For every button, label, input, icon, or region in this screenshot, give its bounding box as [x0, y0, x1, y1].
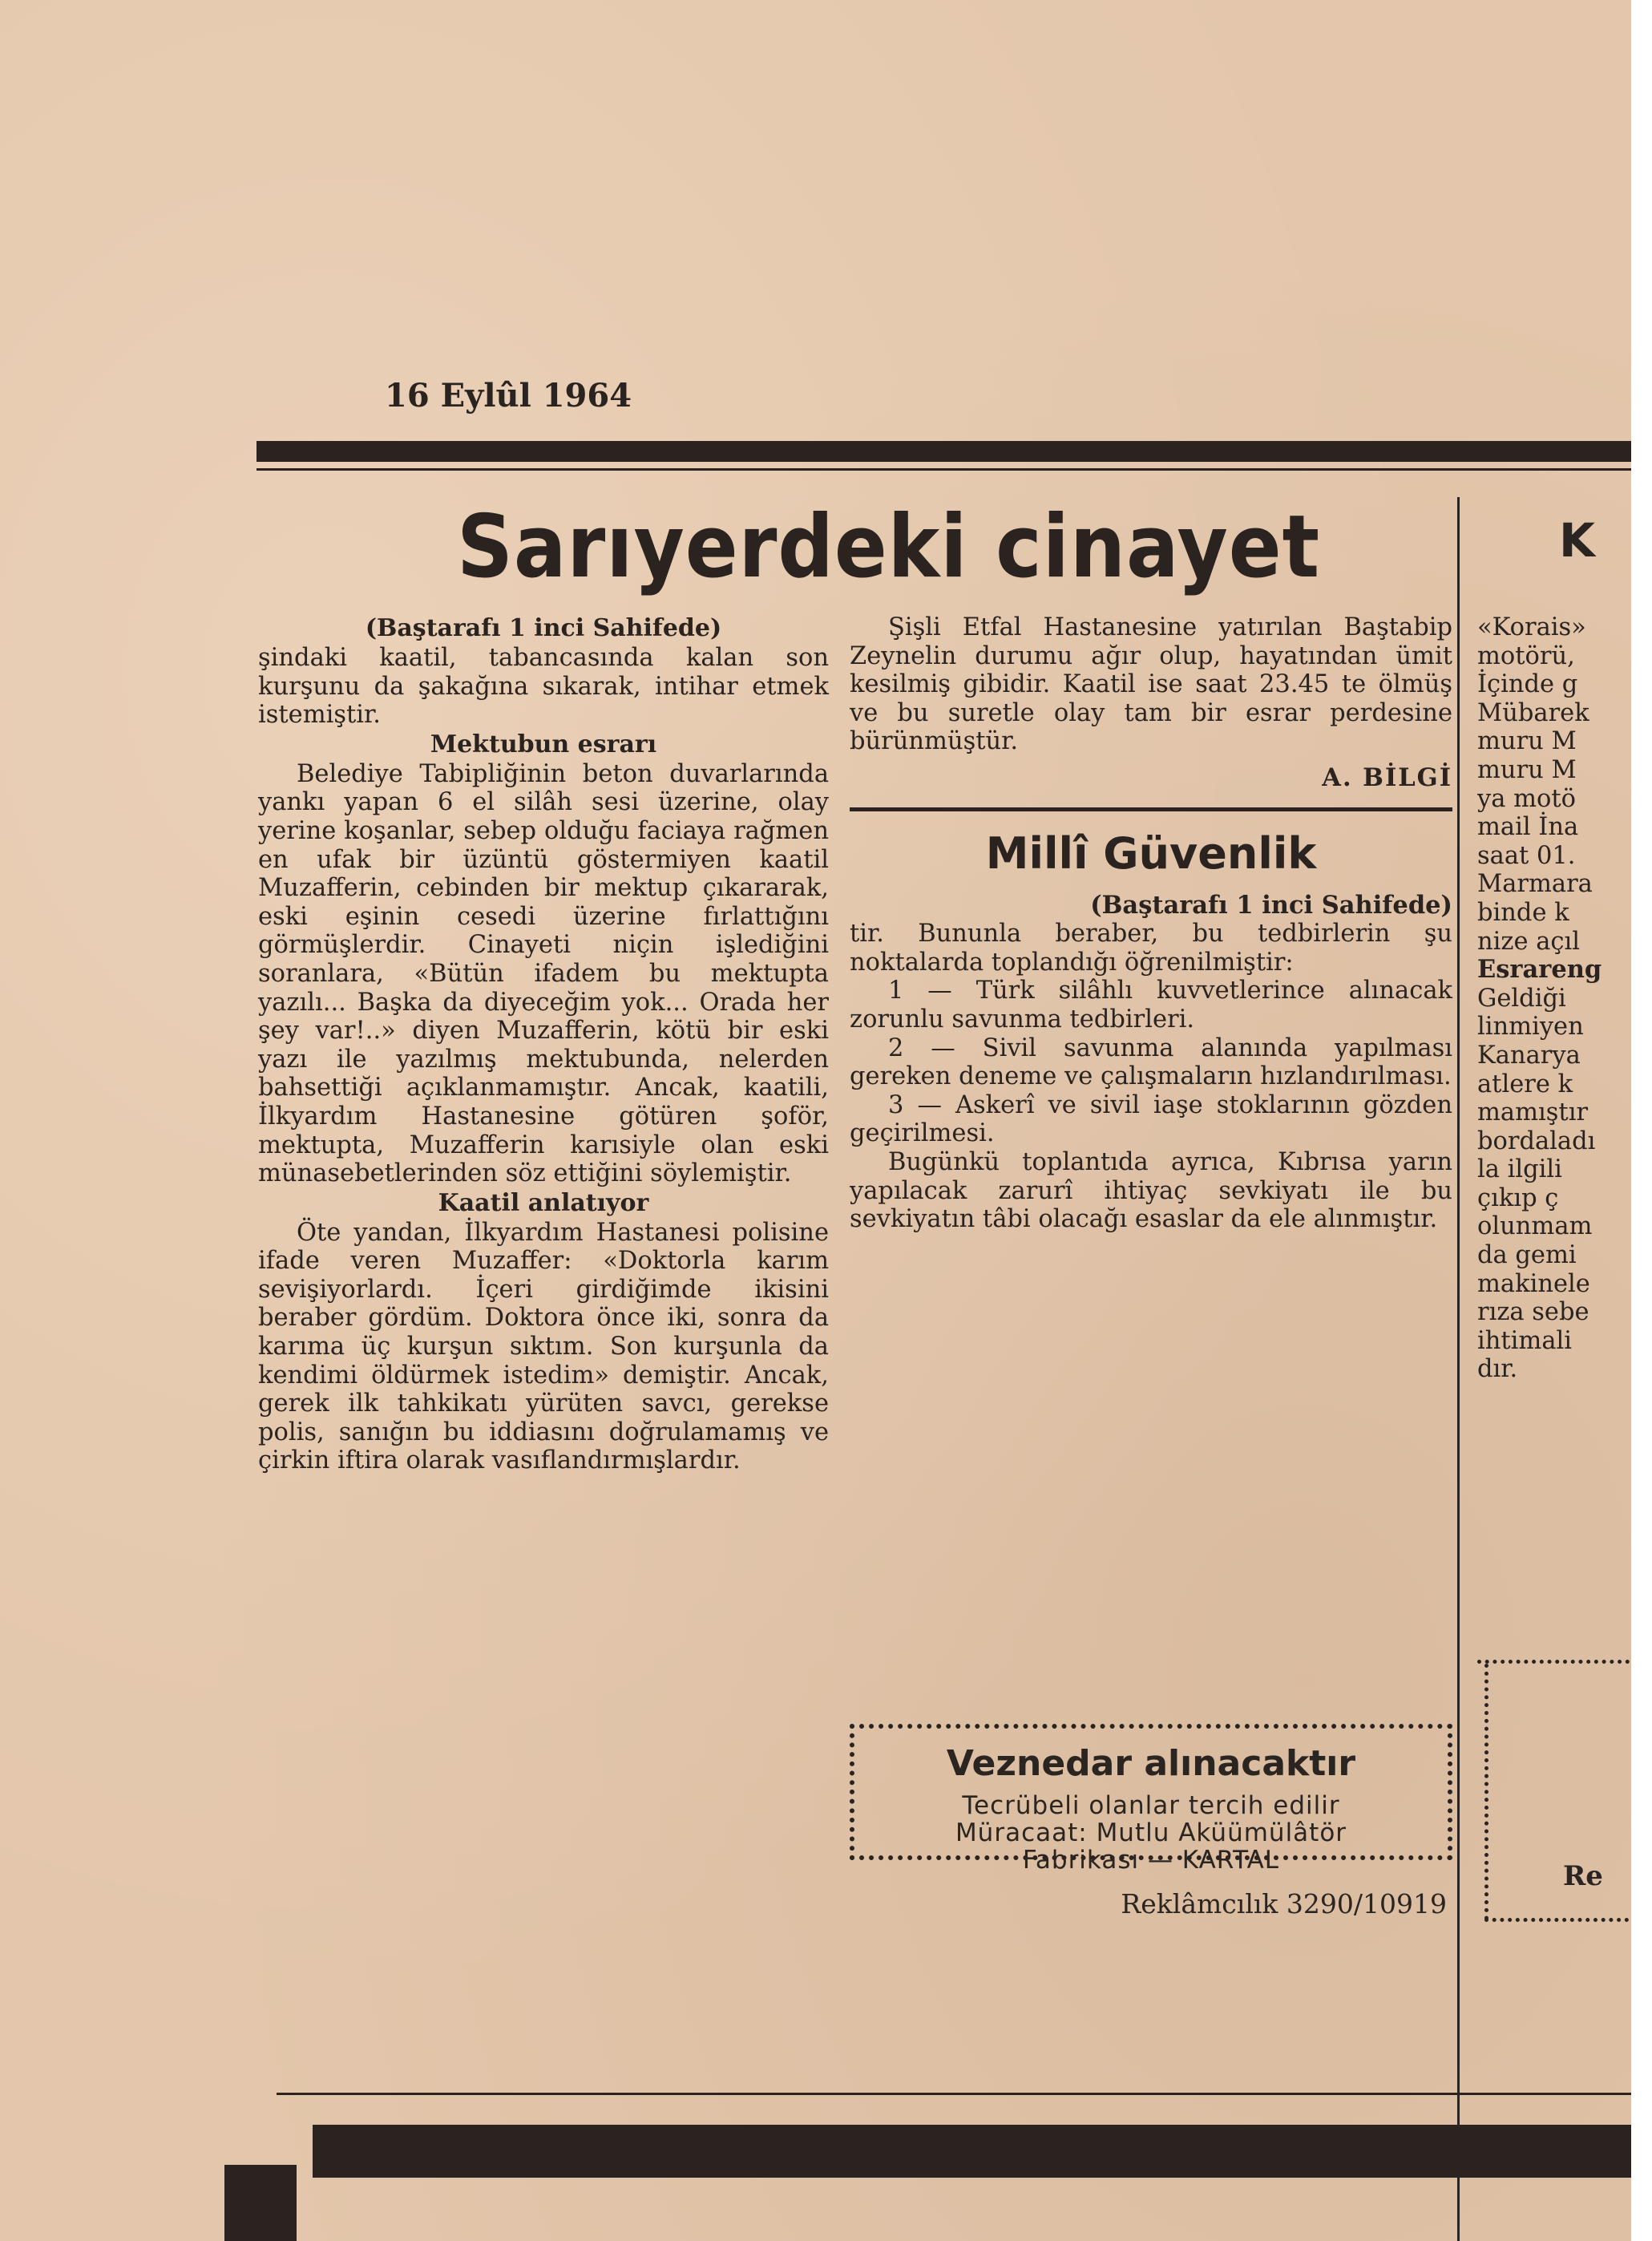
author-signature: A. BİLGİ	[1322, 763, 1452, 792]
text-line: atlere k	[1477, 1070, 1573, 1098]
column-3-title: K	[1559, 513, 1595, 568]
ad-border	[1484, 1664, 1491, 1920]
text-line: «Korais»	[1477, 613, 1586, 641]
bottom-thick-rule	[313, 2125, 1631, 2178]
cut-off-text: Re	[1563, 1860, 1603, 1892]
text-line: motörü,	[1477, 641, 1575, 670]
paragraph: şindaki kaatil, tabancasında kalan son kurşunu da şakağına sıkarak, intihar etmek istemiştir.	[258, 644, 829, 730]
text-line: muru M	[1477, 755, 1577, 784]
bottom-thin-rule	[277, 2093, 1631, 2095]
text-line: dır.	[1477, 1355, 1518, 1384]
list-item: 2 — Sivil savunma alanında yapılması gereken deneme ve çalışmaların hızlandırılması.	[850, 1034, 1452, 1091]
paragraph: tir. Bununla beraber, bu tedbirlerin şu noktalarda toplandığı öğrenilmiştir:	[850, 920, 1452, 977]
list-item: 3 — Askerî ve sivil iaşe stoklarının gözden geçirilmesi.	[850, 1090, 1452, 1148]
column-3	[1477, 613, 1630, 1384]
text-line: makinele	[1477, 1269, 1590, 1298]
text-line: Geldiği	[1477, 984, 1566, 1013]
issue-date: 16 Eylûl 1964	[385, 377, 632, 415]
text-line: Esrareng	[1477, 955, 1602, 985]
top-thin-rule	[256, 468, 1631, 471]
subheading: Kaatil anlatıyor	[438, 1188, 649, 1217]
ad-title: Veznedar alınacaktır	[946, 1743, 1356, 1784]
text-line: la ilgili	[1477, 1155, 1562, 1184]
column-divider	[1457, 497, 1460, 2241]
headline: Sarıyerdeki cinayet	[457, 497, 1320, 597]
column-2	[850, 613, 1452, 1234]
text-line: binde k	[1477, 898, 1569, 927]
paragraph: Öte yandan, İlkyardım Hastanesi polisine ifade veren Muzaffer: «Doktorla karım sevişiyorlardı. İçeri girdiğimde ikisini beraber gördüm. Doktora önce iki, sonra da karıma üç kurşun sıktım. Son kurşunla da kendimi öldürmek istedim» demiştir. Ancak, gerek ilk tahkikatı yürüten savcı, gerekse polis, sanığın bu iddiasını doğrulamamış ve çirkin iftira olarak vasıflandırmışlardır.	[258, 1218, 829, 1475]
text-line: Mübarek	[1477, 698, 1589, 727]
classified-ad	[850, 1724, 1452, 1875]
paragraph: Şişli Etfal Hastanesine yatırılan Baştabip Zeynelin durumu ağır olup, hayatından ümit kesilmiş gibidir. Kaatil ise saat 23.45 te ölmüş ve bu suretle olay tam bir esrar perdesine bürünmüştür.	[850, 613, 1452, 756]
paragraph: Belediye Tabipliğinin beton duvarlarında yankı yapan 6 el silâh sesi üzerine, olay yerine koşanlar, sebep olduğu faciaya rağmen en ufak bir üzüntü göstermiyen kaatil Muzafferin, cebinden bir mektup çıkararak, eski eşinin cesedi üzerine fırlattığını görmüşlerdir. Cinayeti niçin işlediğini soranlara, «Bütün ifadem bu mektupta yazılı... Başka da diyeceğim yok... Orada her şey var!..» diyen Muzafferin, kötü bir eski yazı ile yazılmış mektubunda, nelerden bahsettiği açıklanmamıştır. Ancak, kaatili, İlkyardım Hastanesine götüren şoför, mektupta, Muzafferin karısiyle olan eski münasebetlerinden söz ettiğini söylemiştir.	[258, 759, 829, 1188]
text-line: muru M	[1477, 727, 1577, 756]
ad-text: Müracaat: Mutlu Aküümülâtör	[955, 1818, 1347, 1847]
ad-text: Fabrikası — KARTAL	[1022, 1846, 1280, 1875]
text-line: çıkıp ç	[1477, 1183, 1559, 1212]
text-line: linmiyen	[1477, 1013, 1584, 1042]
text-line: mamıştır	[1477, 1098, 1589, 1127]
continued-from-note: (Baştarafı 1 inci Sahifede)	[1090, 890, 1452, 920]
text-line: bordaladı	[1477, 1127, 1596, 1155]
text-line: mail İna	[1477, 813, 1579, 842]
text-line: ya motö	[1477, 784, 1577, 813]
text-line: nize açıl	[1477, 927, 1580, 956]
ad-text: Tecrübeli olanlar tercih edilir	[962, 1791, 1340, 1820]
ad-border	[1484, 1918, 1629, 1924]
ad-border	[1477, 1660, 1630, 1666]
list-item: 1 — Türk silâhlı kuvvetlerince alınacak zorunlu savunma tedbirleri.	[850, 977, 1452, 1034]
column-1	[258, 613, 829, 1475]
continued-from-note: (Baştarafı 1 inci Sahifede)	[365, 614, 722, 642]
text-line: da gemi	[1477, 1241, 1577, 1270]
text-line: İçinde g	[1477, 670, 1578, 699]
text-line: olunmam	[1477, 1212, 1593, 1241]
text-line: Marmara	[1477, 870, 1593, 899]
top-thick-rule	[256, 441, 1631, 462]
article-title: Millî Güvenlik	[985, 827, 1317, 879]
text-line: Kanarya	[1477, 1041, 1581, 1070]
text-line: ihtimali	[1477, 1326, 1573, 1355]
text-line: rıza sebe	[1477, 1298, 1589, 1327]
subheading: Mektubun esrarı	[430, 730, 657, 758]
ad-credit: Reklâmcılık 3290/10919	[1121, 1888, 1447, 1919]
paragraph: Bugünkü toplantıda ayrıca, Kıbrısa yarın yapılacak zarurî ihtiyaç sevkiyatı ile bu sevkiyatın tâbi olacağı esaslar da ele alınmıştır.	[850, 1147, 1452, 1234]
text-line: saat 01.	[1477, 841, 1576, 870]
bottom-corner-block	[224, 2165, 297, 2241]
section-divider	[850, 807, 1452, 811]
